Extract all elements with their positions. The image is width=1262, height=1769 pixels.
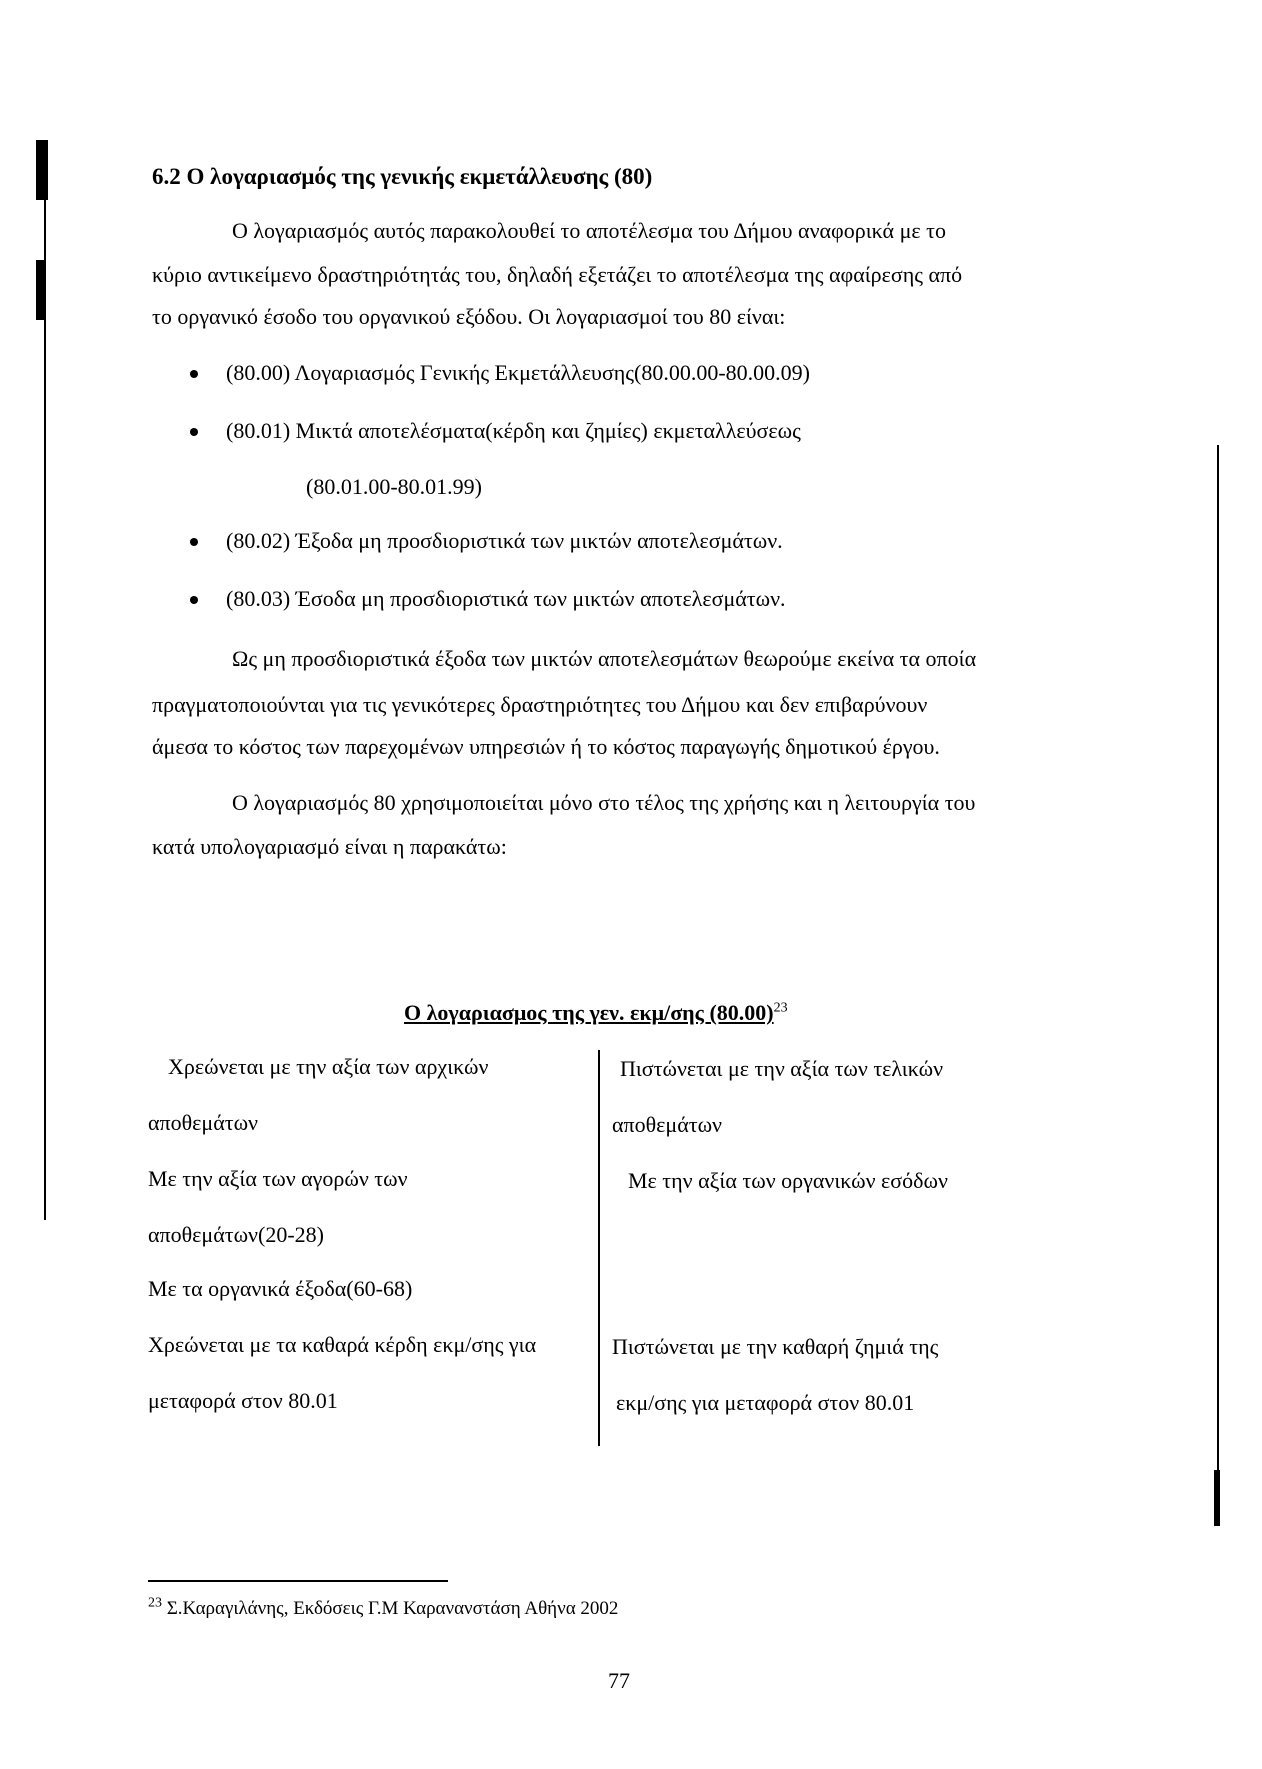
para3-line-2: κατά υπολογαριασμό είναι η παρακάτω:: [152, 834, 507, 859]
page-number: 77: [608, 1668, 630, 1693]
debit-line-6: Χρεώνεται με τα καθαρά κέρδη εκμ/σης για: [148, 1332, 537, 1357]
debit-line-3: Με την αξία των αγορών των: [148, 1166, 408, 1191]
bullet-item-3: (80.02) Έξοδα μη προσδιοριστικά των μικτών αποτελεσμάτων.: [226, 528, 783, 553]
debit-line-1: Χρεώνεται με την αξία των αρχικών: [168, 1054, 489, 1079]
scan-margin-line-right: [1217, 445, 1219, 1525]
bullet-item-2-continuation: (80.01.00-80.01.99): [306, 474, 482, 499]
credit-line-2: αποθεμάτων: [612, 1112, 722, 1137]
bullet-dot-4: [190, 596, 198, 604]
debit-line-4: αποθεμάτων(20-28): [148, 1222, 324, 1247]
footnote: [148, 1595, 619, 1620]
bullet-item-4: (80.03) Έσοδα μη προσδιοριστικά των μικτών αποτελεσμάτων.: [226, 586, 786, 611]
credit-line-4: Πιστώνεται με την καθαρή ζημιά της: [612, 1334, 939, 1359]
intro-line-1: Ο λογαριασμός αυτός παρακολουθεί το αποτέλεσμα του Δήμου αναφορικά με το: [232, 218, 946, 243]
bullet-dot-3: [190, 538, 198, 546]
debit-line-5: Με τα οργανικά έξοδα(60-68): [148, 1276, 413, 1301]
scan-margin-mark-right: [1214, 1470, 1220, 1526]
bullet-item-2: (80.01) Μικτά αποτελέσματα(κέρδη και ζημίες) εκμεταλλεύσεως: [226, 418, 801, 443]
intro-line-3: το οργανικό έσοδο του οργανικού εξόδου. Οι λογαριασμοί του 80 είναι:: [152, 304, 786, 329]
para3-line-1: Ο λογαριασμός 80 χρησιμοποιείται μόνο στο τέλος της χρήσης και η λειτουργία του: [232, 790, 976, 815]
debit-line-7: μεταφορά στον 80.01: [148, 1388, 338, 1413]
bullet-item-1: (80.00) Λογαριασμός Γενικής Εκμετάλλευσης(80.00.00-80.00.09): [226, 360, 810, 385]
debit-line-2: αποθεμάτων: [148, 1110, 258, 1135]
credit-line-1: Πιστώνεται με την αξία των τελικών: [620, 1056, 944, 1081]
scan-margin-line-left: [44, 200, 46, 1220]
footnote-separator: [148, 1580, 448, 1582]
scan-margin-mark-top: [36, 140, 48, 200]
account-title: [404, 1000, 788, 1026]
para2-line-1: Ως μη προσδιοριστικά έξοδα των μικτών αποτελεσμάτων θεωρούμε εκείνα τα οποία: [232, 646, 977, 671]
account-title-footnote-ref: 23: [773, 1000, 788, 1016]
t-account-divider: [598, 1050, 600, 1446]
credit-line-3: Με την αξία των οργανικών εσόδων: [628, 1168, 948, 1193]
footnote-text: Σ.Καραγιλάνης, Εκδόσεις Γ.Μ Καρανανστάση Αθήνα 2002: [166, 1598, 619, 1619]
section-heading: 6.2 Ο λογαριασμός της γενικής εκμετάλλευσης (80): [152, 164, 653, 189]
intro-line-2: κύριο αντικείμενο δραστηριότητάς του, δηλαδή εξετάζει το αποτέλεσμα της αφαίρεσης από: [152, 262, 963, 287]
account-title-text: Ο λογαριασμος της γεν. εκμ/σης (80.00): [404, 1000, 774, 1025]
bullet-dot-2: [190, 428, 198, 436]
para2-line-3: άμεσα το κόστος των παρεχομένων υπηρεσιών ή το κόστος παραγωγής δημοτικού έργου.: [152, 734, 940, 759]
para2-line-2: πραγματοποιούνται για τις γενικότερες δραστηριότητες του Δήμου και δεν επιβαρύνουν: [152, 692, 928, 717]
credit-line-5: εκμ/σης για μεταφορά στον 80.01: [616, 1390, 915, 1415]
footnote-number: 23: [148, 1595, 162, 1611]
bullet-dot-1: [190, 370, 198, 378]
